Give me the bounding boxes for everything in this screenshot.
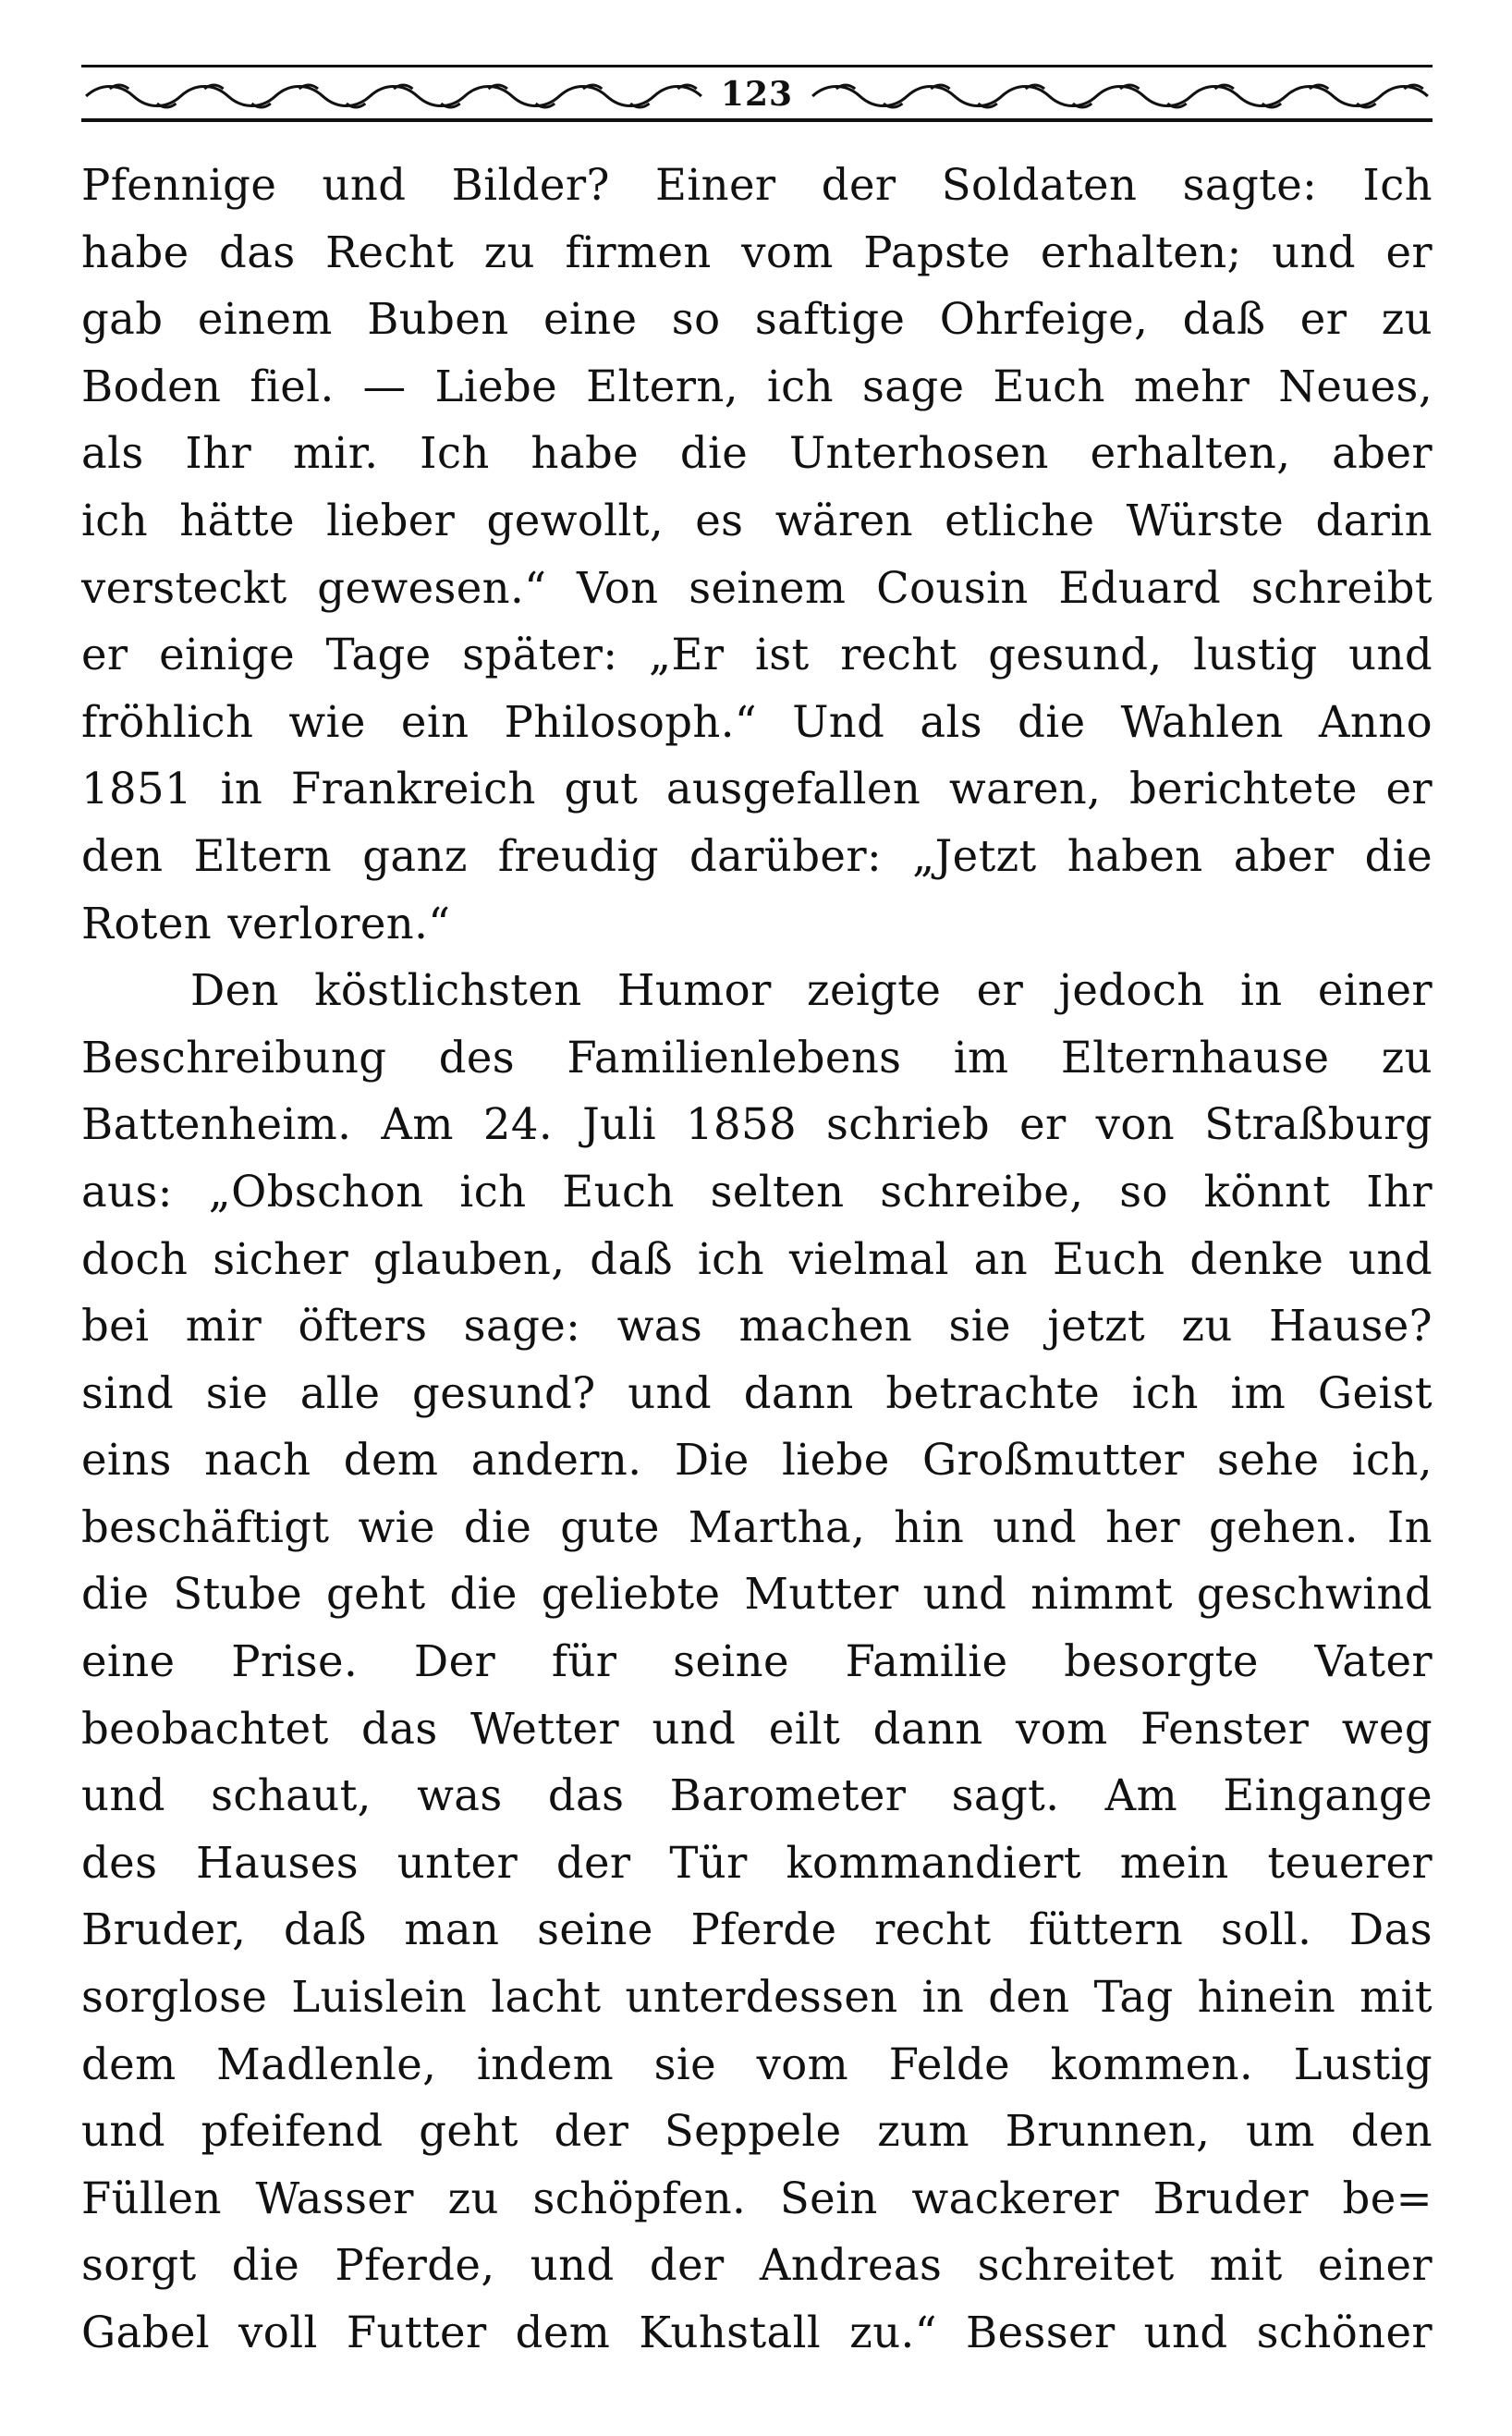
text-line: Gabel voll Futter dem Kuhstall zu.“ Besser und schöner xyxy=(81,2307,1433,2357)
text-line: Boden fiel. — Liebe Eltern, ich sage Euch mehr Neues, xyxy=(81,361,1433,411)
page-number: 123 xyxy=(720,75,794,114)
text-line: und pfeifend geht der Seppele zum Brunnen, um den xyxy=(81,2106,1433,2157)
text-line: beobachtet das Wetter und eilt dann vom Fenster weg xyxy=(81,1703,1433,1754)
text-line: 1851 in Frankreich gut ausgefallen waren, berichtete er xyxy=(81,764,1433,814)
text-line: Den köstlichsten Humor zeigte er jedoch in einer xyxy=(190,965,1433,1016)
body-text xyxy=(81,152,1433,2367)
text-line: Roten verloren.“ xyxy=(81,898,451,949)
paragraph xyxy=(81,152,1433,957)
ornament-right-icon xyxy=(808,78,1433,111)
book-page xyxy=(81,61,1433,2367)
text-line: habe das Recht zu firmen vom Papste erhalten; und er xyxy=(81,226,1433,277)
text-line: sorglose Luislein lacht unterdessen in den Tag hinein mit xyxy=(81,1972,1433,2023)
text-line: versteckt gewesen.“ Von seinem Cousin Eduard schreibt xyxy=(81,562,1433,613)
text-line: aus: „Obschon ich Euch selten schreibe, so könnt Ihr xyxy=(81,1166,1433,1217)
text-line: Battenheim. Am 24. Juli 1858 schrieb er von Straßburg xyxy=(81,1099,1433,1150)
text-line: gab einem Buben eine so saftige Ohrfeige, daß er zu xyxy=(81,294,1433,345)
header-rule-bottom xyxy=(81,118,1433,122)
text-line: Füllen Wasser zu schöpfen. Sein wackerer Bruder be= xyxy=(81,2173,1433,2223)
text-line: bei mir öfters sage: was machen sie jetzt zu Hause? xyxy=(81,1301,1433,1352)
text-line: eins nach dem andern. Die liebe Großmutter sehe ich, xyxy=(81,1435,1433,1486)
text-line: dem Madlenle, indem sie vom Felde kommen. Lustig xyxy=(81,2038,1433,2089)
text-line: ich hätte lieber gewollt, es wären etliche Würste darin xyxy=(81,495,1433,545)
text-line: fröhlich wie ein Philosoph.“ Und als die Wahlen Anno xyxy=(81,696,1433,747)
text-line: beschäftigt wie die gute Martha, hin und her gehen. In xyxy=(81,1501,1433,1552)
text-line: doch sicher glauben, daß ich vielmal an Euch denke und xyxy=(81,1233,1433,1284)
page-header xyxy=(81,61,1433,126)
ornament-left-icon xyxy=(81,78,706,111)
text-line: Bruder, daß man seine Pferde recht füttern soll. Das xyxy=(81,1904,1433,1955)
text-line: und schaut, was das Barometer sagt. Am Eingange xyxy=(81,1770,1433,1821)
text-line: des Hauses unter der Tür kommandiert mein teuerer xyxy=(81,1837,1433,1888)
text-line: die Stube geht die geliebte Mutter und nimmt geschwind xyxy=(81,1569,1433,1620)
text-line: er einige Tage später: „Er ist recht gesund, lustig und xyxy=(81,630,1433,680)
paragraph xyxy=(81,957,1433,2366)
text-line: Pfennige und Bilder? Einer der Soldaten sagte: Ich xyxy=(81,160,1433,210)
text-line: eine Prise. Der für seine Familie besorgte Vater xyxy=(81,1636,1433,1687)
text-line: sorgt die Pferde, und der Andreas schreitet mit einer xyxy=(81,2240,1433,2291)
text-line: sind sie alle gesund? und dann betrachte ich im Geist xyxy=(81,1367,1433,1418)
text-line: als Ihr mir. Ich habe die Unterhosen erhalten, aber xyxy=(81,428,1433,479)
text-line: den Eltern ganz freudig darüber: „Jetzt haben aber die xyxy=(81,830,1433,881)
header-rule-top xyxy=(81,65,1433,67)
text-line: Beschreibung des Familienlebens im Elternhause zu xyxy=(81,1032,1433,1083)
